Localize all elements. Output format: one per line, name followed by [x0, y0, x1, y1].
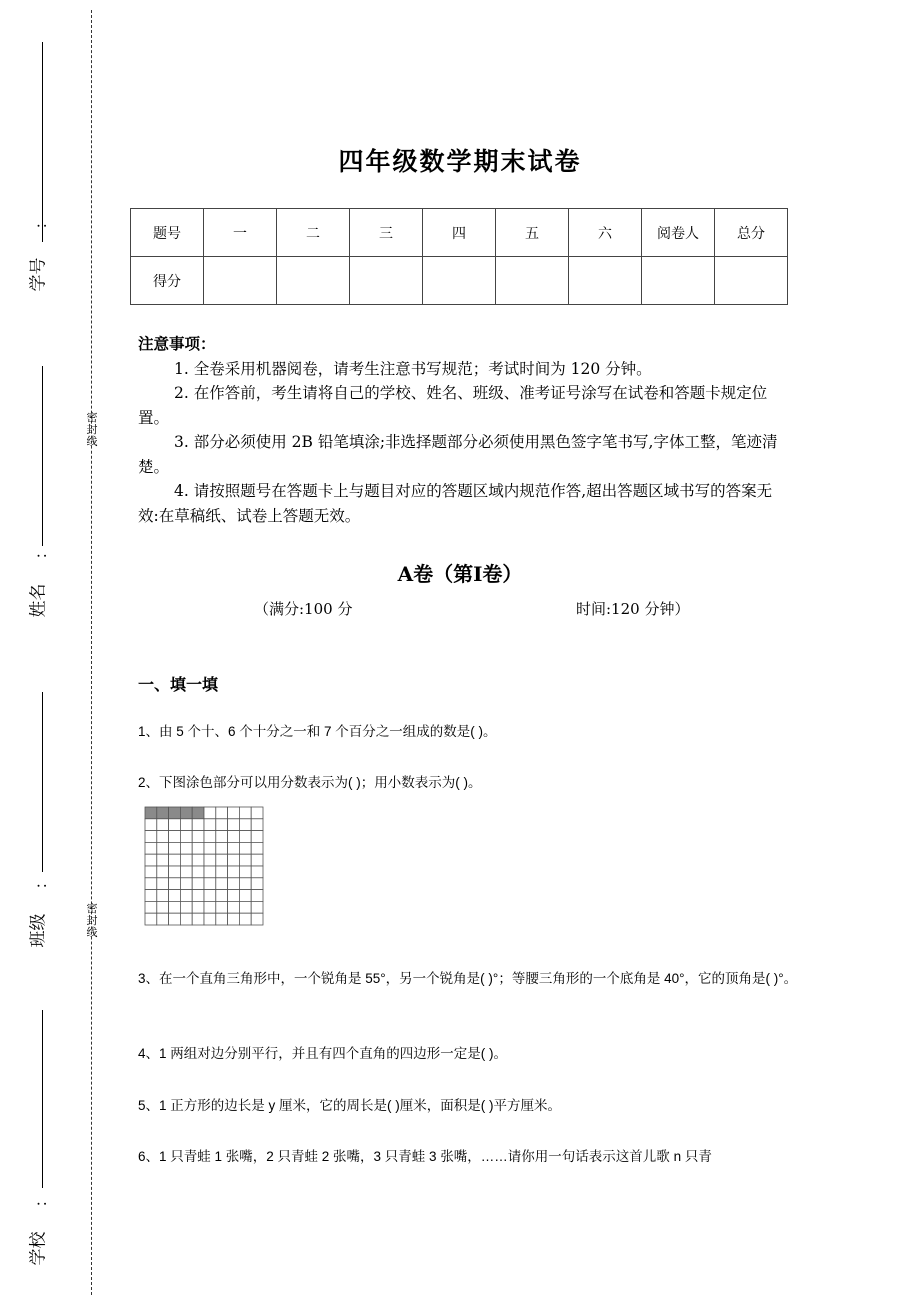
grid-cell: [180, 842, 192, 854]
grid-cell: [251, 854, 263, 866]
grid-cell: [169, 819, 181, 831]
grid-cell: [145, 842, 157, 854]
grid-cell: [216, 854, 228, 866]
grid-cell: [239, 913, 251, 925]
grid-cell: [204, 807, 216, 819]
name-colon: ：: [31, 543, 51, 560]
grid-cell: [169, 913, 181, 925]
header-cell: 四: [423, 209, 496, 257]
grid-cell: [228, 913, 240, 925]
grid-cell: [251, 913, 263, 925]
grid-cell: [145, 866, 157, 878]
note-item: 2. 在作答前，考生请将自己的学校、姓名、班级、准考证号涂写在试卷和答题卡规定位置。: [138, 384, 768, 427]
grid-cell: [216, 807, 228, 819]
grid-cell: [239, 807, 251, 819]
question-2: 2、下图涂色部分可以用分数表示为( )；用小数表示为( )。: [138, 775, 482, 790]
score-table-header-row: [131, 209, 788, 257]
grid-cell: [169, 854, 181, 866]
grid-cell: [239, 866, 251, 878]
grid-cell: [157, 831, 169, 843]
school-colon: ：: [31, 1191, 51, 1208]
grid-cell: [192, 866, 204, 878]
grid-cell: [180, 901, 192, 913]
grid-cell: [251, 878, 263, 890]
grid-cell: [239, 819, 251, 831]
grid-cell-shaded: [169, 807, 181, 819]
grid-cell: [204, 901, 216, 913]
hundred-grid-figure: [144, 806, 264, 926]
grid-cell: [251, 807, 263, 819]
grid-cell: [228, 890, 240, 902]
grid-cell: [228, 831, 240, 843]
row-label-cell: 得分: [131, 257, 204, 305]
grid-cell: [204, 854, 216, 866]
grid-cell: [157, 901, 169, 913]
name-underline: [42, 366, 43, 546]
grid-cell: [145, 819, 157, 831]
volume-title: A卷（第Ⅰ卷）: [397, 562, 523, 586]
grid-cell: [192, 913, 204, 925]
grid-cell: [216, 842, 228, 854]
grid-cell: [216, 901, 228, 913]
seal-char: 线: [86, 435, 98, 448]
grid-cell: [204, 878, 216, 890]
grid-cell: [228, 807, 240, 819]
grid-cell: [204, 866, 216, 878]
score-cell[interactable]: [569, 257, 642, 305]
grid-cell: [169, 890, 181, 902]
score-cell[interactable]: [642, 257, 715, 305]
grid-cell: [204, 890, 216, 902]
header-cell: 五: [496, 209, 569, 257]
grid-cell: [251, 831, 263, 843]
grid-cell: [145, 831, 157, 843]
header-cell: 六: [569, 209, 642, 257]
grid-cell: [228, 901, 240, 913]
score-table: [130, 208, 788, 305]
grid-cell: [228, 878, 240, 890]
grid-cell: [204, 842, 216, 854]
exam-title: 四年级数学期末试卷: [338, 147, 582, 176]
seal-dashed-line: [91, 10, 92, 1295]
grid-cell: [216, 866, 228, 878]
grid-cell: [192, 901, 204, 913]
score-cell[interactable]: [277, 257, 350, 305]
header-cell: 三: [350, 209, 423, 257]
grid-cell: [192, 890, 204, 902]
grid-cell: [251, 901, 263, 913]
seal-char: 密: [86, 902, 98, 915]
class-underline: [42, 692, 43, 872]
header-cell: 二: [277, 209, 350, 257]
grid-cell: [228, 854, 240, 866]
grid-cell: [157, 878, 169, 890]
header-cell: 题号: [131, 209, 204, 257]
grid-cell: [169, 866, 181, 878]
grid-cell: [228, 842, 240, 854]
class-colon: ：: [31, 873, 51, 890]
question-3: 3、在一个直角三角形中，一个锐角是 55°，另一个锐角是( )°；等腰三角形的一个底角是 40°，它的顶角是( )°。: [138, 971, 798, 986]
score-table-score-row: [131, 257, 788, 305]
name-label: 姓名: [28, 583, 49, 618]
question-4: 4、1 两组对边分别平行，并且有四个直角的四边形一定是( )。: [138, 1046, 508, 1061]
notes-block: [138, 332, 788, 528]
grid-cell: [251, 819, 263, 831]
score-cell[interactable]: [204, 257, 277, 305]
grid-cell: [228, 819, 240, 831]
header-cell: 总分: [715, 209, 788, 257]
class-label: 班级: [28, 913, 49, 948]
grid-cell: [169, 831, 181, 843]
grid-cell: [169, 878, 181, 890]
grid-cell: [192, 842, 204, 854]
grid-cell: [180, 878, 192, 890]
grid-cell: [180, 890, 192, 902]
grid-cell: [157, 842, 169, 854]
grid-cell: [204, 831, 216, 843]
header-cell: 阅卷人: [642, 209, 715, 257]
grid-cell: [145, 913, 157, 925]
grid-cell: [192, 854, 204, 866]
grid-cell: [216, 913, 228, 925]
header-cell: 一: [204, 209, 277, 257]
section-title: 一、填一填: [138, 675, 219, 694]
grid-cell: [216, 819, 228, 831]
grid-cell: [157, 854, 169, 866]
grid-cell: [239, 890, 251, 902]
score-cell[interactable]: [715, 257, 788, 305]
grid-cell: [180, 854, 192, 866]
school-underline: [42, 1010, 43, 1188]
seal-text-top: [84, 412, 100, 448]
grid-cell: [192, 819, 204, 831]
grid-cell: [228, 866, 240, 878]
full-score: （满分:100 分: [254, 600, 353, 618]
grid-cell: [145, 901, 157, 913]
grid-cell: [157, 890, 169, 902]
grid-cell: [239, 842, 251, 854]
note-item: 4. 请按照题号在答题卡上与题目对应的答题区域内规范作答,超出答题区域书写的答案无效:在草稿纸、试卷上答题无效。: [138, 482, 773, 525]
seal-char: 密: [86, 411, 98, 424]
exam-time: 时间:120 分钟）: [576, 600, 690, 618]
note-item: 1. 全卷采用机器阅卷，请考生注意书写规范；考试时间为 120 分钟。: [174, 359, 652, 378]
grid-cell: [239, 831, 251, 843]
grid-cell: [180, 866, 192, 878]
grid-cell: [239, 854, 251, 866]
grid-cell-shaded: [145, 807, 157, 819]
seal-char: 封: [86, 423, 98, 436]
score-cell[interactable]: [350, 257, 423, 305]
grid-cell: [145, 890, 157, 902]
grid-cell-shaded: [180, 807, 192, 819]
score-cell[interactable]: [496, 257, 569, 305]
question-5: 5、1 正方形的边长是 y 厘米，它的周长是( )厘米，面积是( )平方厘米。: [138, 1098, 562, 1113]
grid-cell: [192, 831, 204, 843]
grid-cell: [251, 890, 263, 902]
grid-cell: [216, 890, 228, 902]
grid-cell: [157, 866, 169, 878]
grid-cell: [216, 831, 228, 843]
grid-cell: [204, 913, 216, 925]
seal-char: 封: [86, 914, 98, 927]
grid-cell: [180, 819, 192, 831]
grid-cell: [251, 866, 263, 878]
grid-cell: [180, 913, 192, 925]
grid-cell: [145, 854, 157, 866]
question-1: 1、由 5 个十、6 个十分之一和 7 个百分之一组成的数是( )。: [138, 724, 497, 739]
seal-text-bottom: [84, 903, 100, 939]
grid-cell: [239, 878, 251, 890]
grid-cell: [169, 901, 181, 913]
grid-cell: [157, 819, 169, 831]
grid-cell: [251, 842, 263, 854]
seal-char: 线: [86, 926, 98, 939]
grid-cell: [216, 878, 228, 890]
score-cell[interactable]: [423, 257, 496, 305]
grid-cell: [145, 878, 157, 890]
grid-cell: [157, 913, 169, 925]
grid-cell: [192, 878, 204, 890]
grid-cell: [180, 831, 192, 843]
student-id-label: 学号: [28, 257, 49, 292]
grid-cell-shaded: [192, 807, 204, 819]
note-item: 3. 部分必须使用 2B 铅笔填涂;非选择题部分必须使用黑色签字笔书写,字体工整，笔迹清楚。: [138, 433, 778, 476]
question-6: 6、1 只青蛙 1 张嘴，2 只青蛙 2 张嘴，3 只青蛙 3 张嘴，……请你用一句话表示这首儿歌 n 只青: [138, 1149, 712, 1164]
grid-cell: [239, 901, 251, 913]
grid-cell: [169, 842, 181, 854]
school-label: 学校: [28, 1231, 49, 1266]
notes-heading: 注意事项：: [138, 334, 216, 353]
student-id-colon: ：: [31, 213, 51, 230]
grid-cell: [204, 819, 216, 831]
grid-cell-shaded: [157, 807, 169, 819]
